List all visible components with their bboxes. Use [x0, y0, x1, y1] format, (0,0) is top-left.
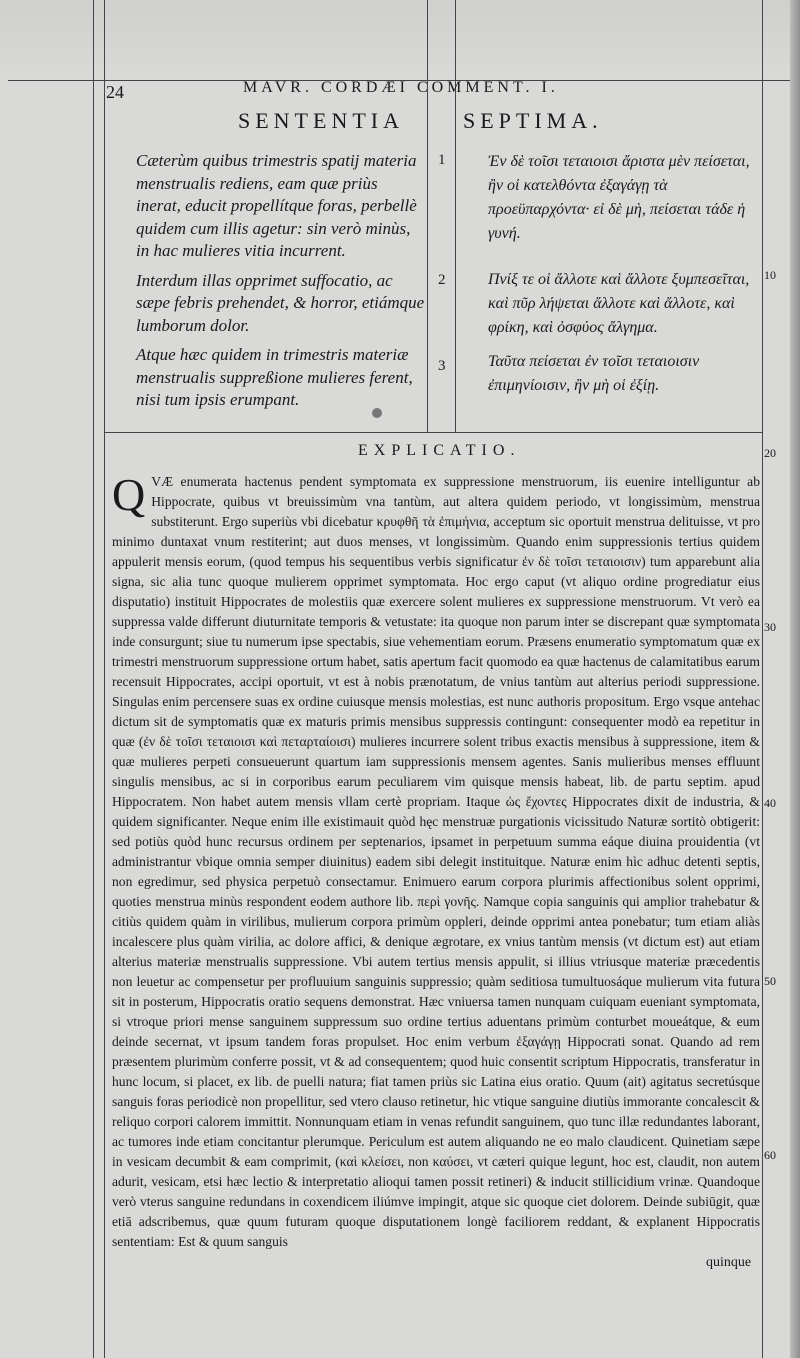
section-title-right: SEPTIMA. [463, 108, 603, 133]
catchword: quinque [706, 1255, 752, 1270]
margin-line-number-60: 60 [764, 1148, 776, 1162]
aphorism-number-3: 3 [438, 358, 446, 374]
page-top-bleed [0, 0, 790, 80]
column-divider-2 [455, 0, 456, 432]
latin-aphorism-2: Interdum illas opprimet suffocatio, ac sæpe febris prehendet, & horror, etiámque lumborum dolor. [136, 270, 425, 335]
left-margin-rule [104, 0, 105, 1358]
aphorism-number-1: 1 [438, 152, 446, 168]
left-text-rule [93, 0, 94, 1358]
aphorism-bottom-rule [104, 432, 762, 433]
greek-aphorism-1: Ἐν δὲ τοῖσι τεταιοισι ἄριστα μὲν πείσεται, ἢν οἱ κατελθόντα ἐξαγάγῃ τὰ προεϋπαρχόντα· εἰ δὲ μὴ, πείσεται τάδε ἡ γυνή. [488, 153, 750, 242]
running-head: MAVR. CORDÆI COMMENT. I. [243, 79, 559, 96]
page-number: 24 [106, 82, 124, 102]
latin-aphorism-column [136, 150, 426, 419]
ink-blot [372, 408, 382, 418]
column-divider [427, 0, 428, 432]
section-title-left: SENTENTIA [238, 108, 404, 133]
margin-line-number-10: 10 [764, 268, 776, 282]
drop-cap: Q [112, 469, 146, 520]
explicatio-body [112, 469, 760, 1252]
margin-line-number-20: 20 [764, 446, 776, 460]
margin-line-number-30: 30 [764, 620, 776, 634]
explicatio-heading: EXPLICATIO. [358, 442, 521, 459]
latin-aphorism-1: Cæterùm quibus trimestris spatij materia menstrualis rediens, eam quæ priùs inerat, educit propellítque foras, perbellè quidem cum illis agetur: sin verò minùs, in hac mulieres vitia incurrent. [136, 151, 417, 260]
greek-aphorism-2: Πνίξ τε οἱ ἄλλοτε καὶ ἄλλοτε ξυμπεσεῖται, καὶ πῦρ λήψεται ἄλλοτε καὶ ἄλλοτε, καὶ φρίκη, καὶ ὀσφύος ἄλγημα. [488, 271, 750, 336]
latin-aphorism-3: Atque hæc quidem in trimestris materiæ menstrualis suppreßione mulieres ferent, nisi tum ipsis erumpant. [136, 345, 413, 409]
page-edge-shadow [790, 0, 800, 1358]
greek-aphorism-3: Ταῦτα πείσεται ἐν τοῖσι τεταιοισιν ἐπιμηνίοισιν, ἢν μὴ οἱ ἐξίῃ. [488, 353, 700, 394]
explicatio-text: VÆ enumerata hactenus pendent symptomata ex suppressione menstruorum, iis euenire intelliguntur ab Hippocrate, quibus vt breuissimùm vna tantùm, aut altera quidem periodo, vt longissimùm, menstrua substiterunt. Ergo superiùs vbi dicebatur κρυφθῆ τὰ ἐπιμήνια, acceptum sic oportuit menstrua delituisse, vt pro minimo duntaxat vnum restiterint; aut duos menses, vt longissimùm. Quando enim suppressionis tertius quidem appulerit mensis eorum, (quod tempus his sequentibus verbis significatur ἐν δὲ τοῖσι τεταιοισιν) tum apparebunt alia signa, sic alia tunc quoque mulierem opprimet symptomata. Hoc ergo caput (vt aliquo ordine progrediatur eius disputatio) instituit Hippocrates de molestiis quæ exercere solent mulieres ex suppressione menstruorum. Vt verò ea suppressa valde differunt diuturnitate temporis & vetustate: ita quoque non parum inter se discrepant quæ symptomata inde consurgunt; siue tu numerum ipse spectabis, siue vehementiam eorum. Præsens enumeratio symptomatum quæ ex trimestri menstruorum suppressione ortum habet, satis apertum facit quomodo ea quæ hactenus de calamitatibus earum recensuit Hippocrates, accipi oportuit, vt est à nobis prænotatum, de vnius tantùm aut alterius periodi suppressione. Singulas enim percensere suas ex ordine cuiusque mensis molestias, est nunc authoris propositum. Ergo vsque antehac dictum sit de symptomatis quæ ex maturis primis mensibus suppressis contingunt: consequenter modò ea repetitur in quæ (ἐν δὲ τοῖσι τεταιοισι καὶ πεταρταίοισι) mulieres incurrere solent tribus exactis mensibus à suppressione, item & quæ mulieres perpeti consueuerunt quartum iam suppressionis mensem agentes. Sanis mulieribus menses effluunt singulis mensibus, ac si in corporibus earum peculiarem vim quisque mensis habeat, lib. de partu septim. apud Hippocratem. Non habet autem mensis vllam certè propriam. Itaque ὡς ἔχοντες Hippocrates dixit de industria, & quidem significanter. Neque enim ille existimauit quòd hęc menstruæ purgationis vicissitudo Naturæ sortitò obtigerit: sed potiùs quòd hunc recursus ordinem per septenarios, ipsamet in perpetuum summa eáque diuina prouidentia (vt administrantur vbique omnia semper diuinitus) eadem sibi delegit instituitque. Naturæ enim hìc adhuc detenti septis, non egredimur, sed physica perpetuò consectamur. Enimuero earum corpora plurimis affectionibus solent opprimi, quoties menstrua minùs respondent eodem authore lib. περὶ γονῆς. Namque copia sanguinis qui amplior trahebatur & citiùs quidem quàm in virilibus, mulierum corpora primùm oppleri, deinde opprimi antea ponebatur; tum etiam aliàs incalescere plus quàm virilia, ac dolore affici, & denique ægrotare, ex vnius tantùm mensis (vt dictum est) aut etiam alterius materiæ menstrualis suppressione. Vbi autem tertius mensis appulit, si illius vtriusque materiæ præcedentis non leuetur ac compensetur per profluuium sanguinis suppressio; quàm seditiosa tumultuosáque mulierum vita futura sit in posterum, Hippocratis oratio sequens demonstrat. Hæc vniuersa tamen nunquam cuiquam eueniant symptomata, si vtroque priori mense sanguinem suppressum suo ordine tertius aduentans primùm conturbet moueátque, & eum deinde secernat, vt ipsum tandem foras propulset. Hoc enim verbum ἐξαγάγῃ Hippocrati sonat. Quando ad rem præsentem plurimùm conferre possit, vt & ad consequentem; quod huic consentit scriptum Hippocratis, transferatur in hunc locum, si placet, ex lib. de puelli natura; fiat tamen priùs sic Latina eius oratio. Quum (ait) agitatus secretúsque sanguis foras periodicè non propellitur, sed vtero clauso retinetur, hic vtique sanguine diutiùs immorante concalescit & reliquo corpori calorem immittit. Nonnunquam etiam in venas refundit sanguinem, quo tunc illæ redundantes laborant, ac tumores inde etiam concitantur plerumque. Periculum est autem aliquando ne eo malo claudicent. Quinetiam sæpe in vesicam decumbit & eam comprimit, (καὶ κλείσει, non καύσει, vt cæteri quique legunt, hoc est, claudit, non autem adurit, vesicam, etsi hæc lectio & interpretatio alioqui tamen possit retineri) & inducit stillicidium vrinæ. Quandoque verò vterus sanguine redundans in coxendicem iliúmve impingit, atque sic quoque ciet dolorem. Deinde subiūgit, quæ etiā adscribemus, quæ quum futuram quoque disputationem longè faciliorem reddant, & explanent Hippocratis sententiam: Est & quum sanguis [112, 474, 760, 1249]
aphorism-number-2: 2 [438, 272, 446, 288]
margin-line-number-40: 40 [764, 796, 776, 810]
margin-line-number-50: 50 [764, 974, 776, 988]
